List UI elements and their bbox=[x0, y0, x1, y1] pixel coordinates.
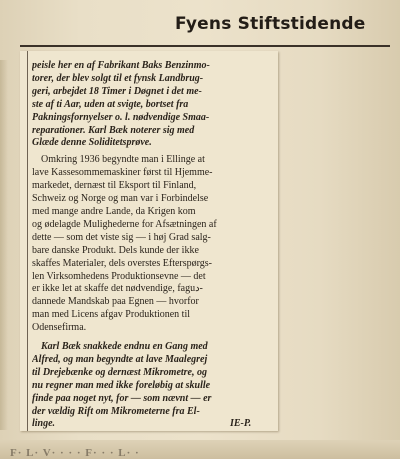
body-line: Odensefirma. bbox=[32, 322, 87, 334]
body-line: og ødelagde Mulighederne for Afsætningen af bbox=[32, 218, 217, 230]
intro-line: Pakningsfornyelser o. l. nødvendige Smaa- bbox=[32, 111, 210, 123]
closing-line: Karl Bæk snakkede endnu en Gang med bbox=[41, 341, 208, 353]
body-line: len Virksomhedens Produktionsevne — det bbox=[32, 270, 206, 282]
article-body bbox=[32, 60, 272, 431]
masthead-rule bbox=[20, 45, 390, 47]
next-page-text: F· L· V· · · · F· · · L· · bbox=[10, 447, 140, 459]
body-line: bare danske Produkt. Dels kunde der ikke bbox=[32, 244, 199, 256]
intro-line: torer, der blev solgt til et fynsk Landbrug- bbox=[32, 72, 204, 84]
body-line: Omkring 1936 begyndte man i Ellinge at bbox=[41, 154, 205, 166]
closing-line: nu regner man med ikke foreløbig at skulle bbox=[32, 379, 211, 391]
intro-line: reparationer. Karl Bæk noterer sig med bbox=[32, 124, 195, 136]
body-line: Schweiz og Norge og man var i Forbindelse bbox=[32, 193, 209, 205]
closing-line: Alfred, og man begyndte at lave Maalegrej bbox=[32, 353, 208, 365]
body-line: dannede Mandskab paa Egnen — hvorfor bbox=[32, 296, 199, 308]
body-line: man med Licens afgav Produktionen til bbox=[32, 309, 191, 321]
article-intro bbox=[32, 60, 272, 150]
intro-line: geri, arbejdet 18 Timer i Døgnet i det me- bbox=[32, 85, 202, 97]
body-line: med mange andre Lande, da Krigen kom bbox=[32, 205, 196, 217]
body-line: skaffes Materialer, dels overstes Efterspørgs- bbox=[32, 257, 213, 269]
body-line: dette — som det viste sig — i høj Grad salg- bbox=[32, 231, 211, 243]
closing-line: der vældig Rift om Mikrometerne fra El- bbox=[32, 405, 200, 417]
body-line: lave Kassesommemaskiner først til Hjemme- bbox=[32, 167, 213, 179]
column-rule bbox=[27, 51, 28, 431]
article-closing bbox=[32, 341, 272, 431]
author-signature: IE-P. bbox=[230, 418, 252, 430]
closing-line bbox=[32, 418, 272, 431]
closing-line: til Drejebænke og dernæst Mikrometre, og bbox=[32, 366, 207, 378]
article-paragraph bbox=[32, 154, 272, 335]
page-edge-shadow bbox=[0, 60, 8, 430]
intro-line: Glæde denne Soliditetsprøve. bbox=[32, 137, 152, 149]
closing-line: finde paa noget nyt, for — som nævnt — er bbox=[32, 392, 212, 404]
body-line: markedet, dernæst til Eksport til Finland, bbox=[32, 180, 197, 192]
newspaper-masthead: Fyens Stiftstidende bbox=[175, 14, 366, 34]
intro-line: peisle her en af Fabrikant Baks Benzinmo- bbox=[32, 60, 210, 71]
body-line: er ikke let at skaffe det nødvendige, faguد- bbox=[32, 283, 203, 295]
intro-line: ste af ti Aar, uden at svigte, bortset fra bbox=[32, 98, 189, 110]
closing-last-word: linge. bbox=[32, 418, 56, 430]
